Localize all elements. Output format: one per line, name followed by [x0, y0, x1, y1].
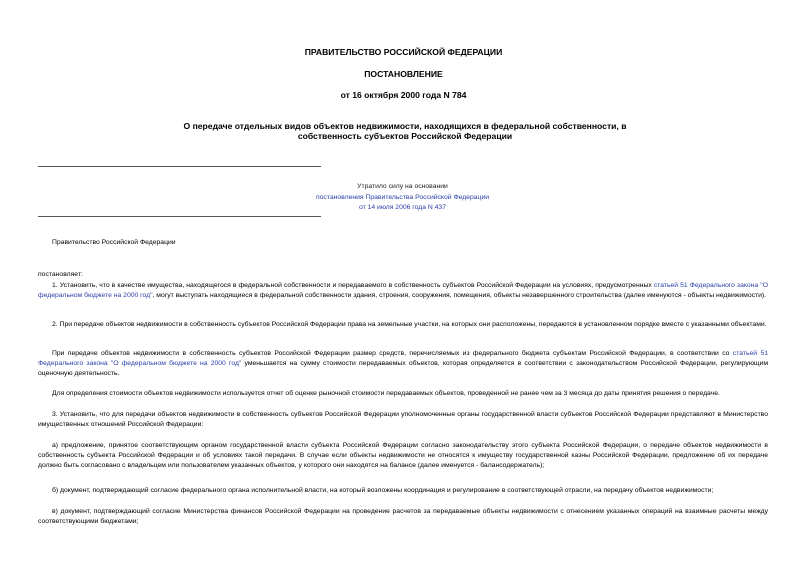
paragraph-1-start: 1. Установить, что в качестве имущества, находящегося в федеральной собственности и передаваемого в собственность субъектов Российской Федерации на условиях, предусмотренных	[52, 282, 654, 289]
government-line: Правительство Российской Федерации	[52, 239, 176, 246]
paragraph-3-end: уменьшается на сумму стоимости передаваемых объектов, которая определяется в соответствии с законодательством Российской Федерации, регулирующим оценочную деятельность.	[38, 359, 768, 377]
status-note	[300, 182, 505, 214]
law-article-51-link-2[interactable]: статьей 51 Федерального закона "О федеральном бюджете на 2000 год"	[38, 350, 768, 367]
paragraph-2: 2. При передаче объектов недвижимости в собственность субъектов Российской Федерации права на земельные участки, на которых они расположены, передаются в установленном порядке вместе с указанными объектами.	[52, 321, 767, 328]
repeal-decree-date-link[interactable]: от 14 июля 2006 года N 437	[358, 204, 447, 211]
paragraph-7: б) документ, подтверждающий согласие федерального органа исполнительной власти, на который возложены координация и регулирование в соответствующей отрасли, на передачу объектов недвижимости;	[52, 487, 714, 494]
decrees-line: постановляет:	[38, 271, 83, 278]
paragraph-3	[38, 349, 768, 379]
paragraph-5: 3. Установить, что для передачи объектов недвижимости в собственность субъектов Российской Федерации уполномоченные органы государственной власти субъектов Российской Федерации представляют в Министерство имущественных отношений Российской Федерации:	[38, 411, 768, 428]
repeal-decree-link[interactable]: постановления Правительства Российской Федерации	[315, 193, 490, 201]
government-heading: ПРАВИТЕЛЬСТВО РОССИЙСКОЙ ФЕДЕРАЦИИ	[304, 47, 503, 57]
divider-top	[38, 166, 321, 167]
paragraph-1	[38, 281, 768, 301]
paragraph-3-start: При передаче объектов недвижимости в собственность субъектов Российской Федерации размер средств, перечисляемых из федерального бюджета субъектам Российской Федерации, в соответствии со	[52, 350, 733, 357]
divider-bottom	[38, 216, 321, 217]
document-date-number: от 16 октября 2000 года N 784	[340, 90, 467, 100]
document-title: О передаче отдельных видов объектов недвижимости, находящихся в федеральной собственности, в собственность субъектов Российской Федерации	[183, 121, 627, 142]
document-type: ПОСТАНОВЛЕНИЕ	[364, 69, 443, 79]
paragraph-8: в) документ, подтверждающий согласие Министерства финансов Российской Федерации на проведение расчетов за передаваемые объекты недвижимости с отнесением указанных операций на взаимные расчеты между соответствующими бюджетами;	[38, 508, 768, 525]
paragraph-6: а) предложение, принятое соответствующим органом государственной власти субъекта Российской Федерации согласно законодательству этого субъекта Российской Федерации, о передаче объектов недвижимости в собственность субъекта Российской Федерации и об условиях такой передачи. В случае если объекты недвижимости не относятся к имуществу государственной казны Российской Федерации, предложение об их передаче должно быть согласовано с владельцем или пользователем указанных объектов, у которого они находятся на балансе (далее именуется - балансодержатель);	[38, 442, 768, 469]
paragraph-4: Для определения стоимости объектов недвижимости используется отчет об оценке рыночной стоимости передаваемых объектов, проведенной не ранее чем за 3 месяца до даты принятия решения о передаче.	[52, 390, 720, 397]
paragraph-1-end: , могут выступать находящиеся в федеральной собственности здания, строения, сооружения, помещения, объекты незавершенного строительства (далее именуются - объекты недвижимости).	[152, 291, 767, 299]
status-note-text: Утратило силу на основании	[357, 183, 448, 190]
law-article-51-link[interactable]: статьей 51 Федерального закона "О федеральном бюджете на 2000 год"	[38, 282, 768, 299]
